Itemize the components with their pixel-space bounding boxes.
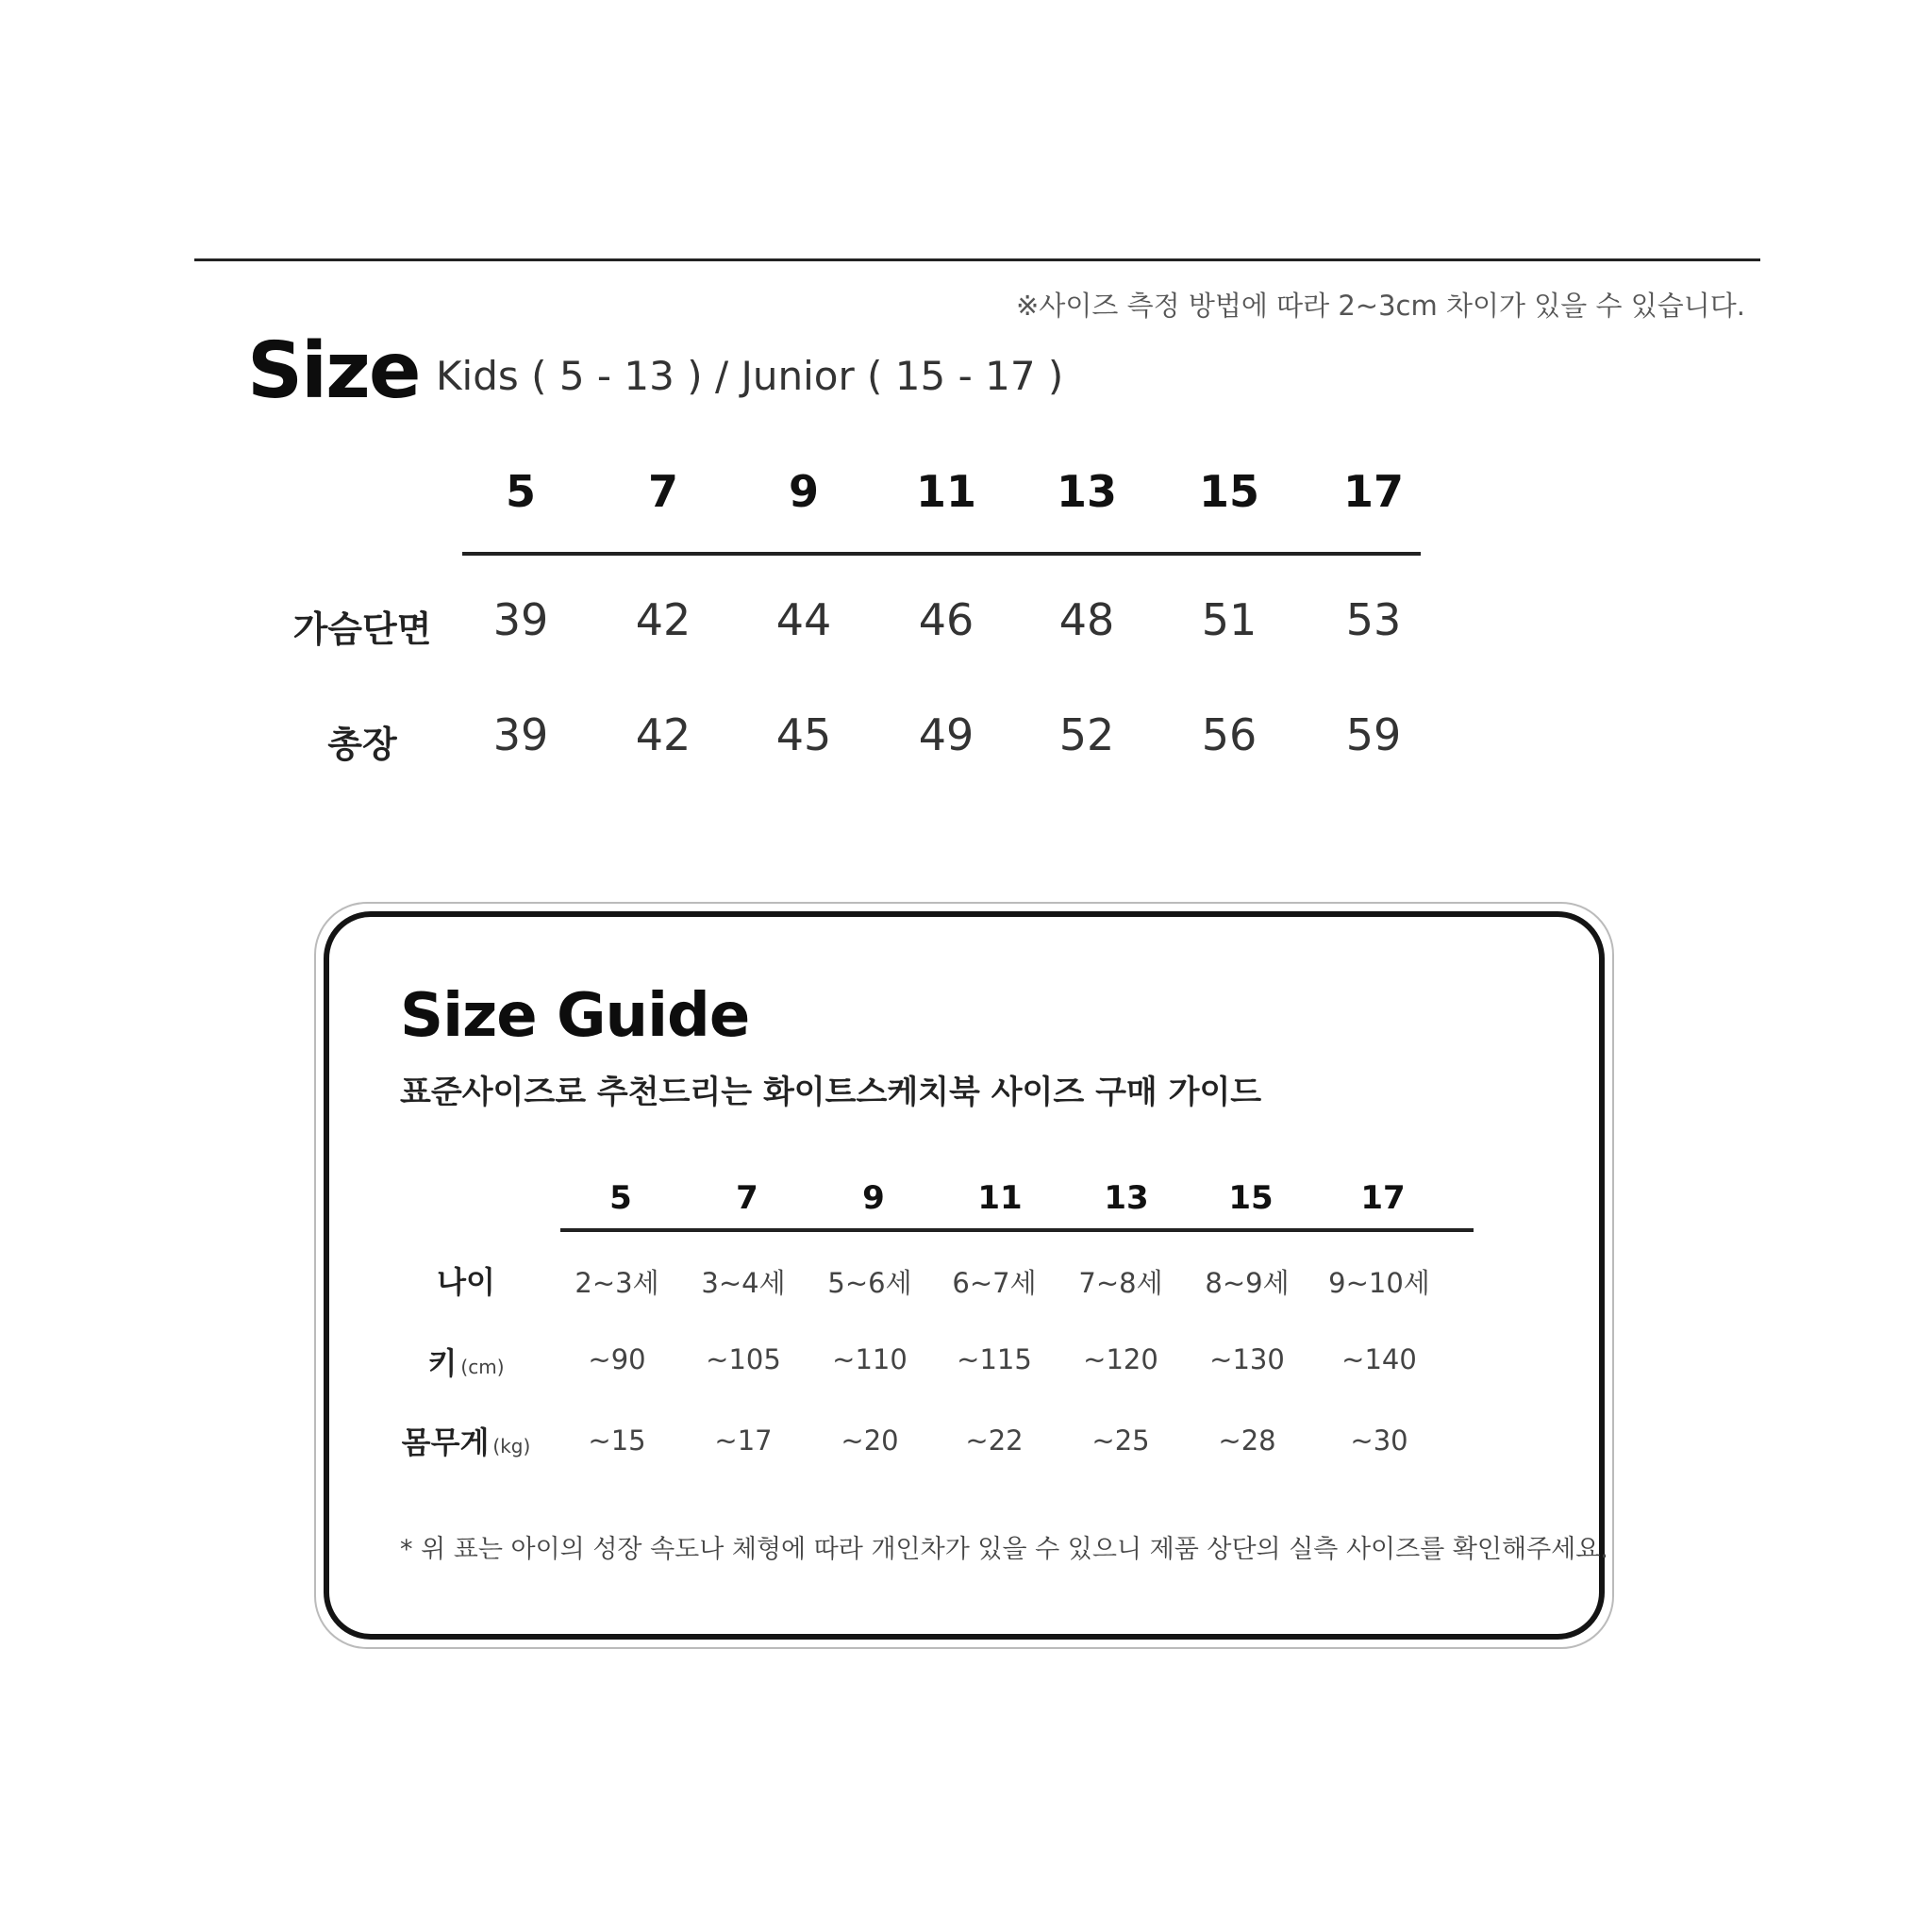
- table-cell: 3~4세: [701, 1267, 786, 1299]
- table-cell: 9~10세: [1328, 1267, 1430, 1299]
- table-cell: ~90: [588, 1343, 646, 1375]
- table-cell: ~30: [1350, 1424, 1408, 1457]
- table-cell: ~28: [1218, 1424, 1276, 1457]
- row-unit: (cm): [460, 1356, 505, 1378]
- table-cell: 49: [918, 709, 974, 760]
- size-guide-subtitle: 표준사이즈로 추천드리는 화이트스케치북 사이즈 구매 가이드: [400, 1074, 1262, 1111]
- table-cell: 42: [635, 709, 691, 760]
- table-cell: 46: [918, 594, 974, 645]
- table-cell: 7~8세: [1078, 1267, 1163, 1299]
- row-label: 총장: [327, 724, 397, 765]
- table-cell: 39: [492, 709, 549, 760]
- table-cell: 2~3세: [575, 1267, 659, 1299]
- table-cell: 44: [775, 594, 832, 645]
- size-header: 5: [505, 466, 536, 517]
- guide-size-header: 7: [736, 1179, 758, 1217]
- row-label-text: 몸무게: [401, 1424, 490, 1460]
- size-header: 15: [1198, 466, 1259, 517]
- table-cell: ~105: [706, 1343, 781, 1375]
- table-cell: ~130: [1209, 1343, 1285, 1375]
- guide-size-header: 9: [862, 1179, 885, 1217]
- table-cell: ~120: [1083, 1343, 1158, 1375]
- guide-size-header: 5: [609, 1179, 632, 1217]
- size-chart-table: [0, 0, 1932, 849]
- table-cell: 59: [1345, 709, 1402, 760]
- table-cell: 42: [635, 594, 691, 645]
- table-cell: 48: [1058, 594, 1115, 645]
- table-cell: ~25: [1091, 1424, 1150, 1457]
- guide-size-header: 13: [1104, 1179, 1149, 1217]
- table-cell: 8~9세: [1205, 1267, 1290, 1299]
- table-cell: ~22: [965, 1424, 1024, 1457]
- size-table-divider: [462, 552, 1421, 556]
- table-cell: 45: [775, 709, 832, 760]
- row-label-text: 키: [427, 1345, 458, 1381]
- size-header: 9: [788, 466, 819, 517]
- table-cell: 6~7세: [952, 1267, 1037, 1299]
- row-unit: (kg): [492, 1435, 531, 1457]
- size-guide-footnote: * 위 표는 아이의 성장 속도나 체형에 따라 개인차가 있을 수 있으니 제품 상단의 실측 사이즈를 확인해주세요.: [400, 1535, 1608, 1564]
- row-label: 가슴단면: [292, 608, 432, 650]
- row-label-text: 나이: [437, 1264, 495, 1300]
- table-cell: 39: [492, 594, 549, 645]
- size-header: 7: [647, 466, 678, 517]
- table-cell: 53: [1345, 594, 1402, 645]
- table-cell: 56: [1201, 709, 1257, 760]
- size-chart-subtitle: Kids ( 5 - 13 ) / Junior ( 15 - 17 ): [436, 353, 1064, 399]
- size-header: 11: [915, 466, 976, 517]
- size-header: 13: [1056, 466, 1117, 517]
- guide-size-header: 15: [1228, 1179, 1274, 1217]
- table-cell: ~17: [714, 1424, 773, 1457]
- table-cell: ~110: [832, 1343, 908, 1375]
- size-chart-title: Size: [247, 326, 420, 416]
- table-cell: 51: [1201, 594, 1257, 645]
- guide-size-header: 17: [1360, 1179, 1406, 1217]
- table-cell: ~140: [1341, 1343, 1417, 1375]
- guide-size-header: 11: [977, 1179, 1023, 1217]
- size-guide-title: Size Guide: [400, 981, 750, 1051]
- table-cell: 5~6세: [827, 1267, 912, 1299]
- table-cell: 52: [1058, 709, 1115, 760]
- measurement-note: ※사이즈 측정 방법에 따라 2~3cm 차이가 있을 수 있습니다.: [1016, 290, 1745, 322]
- table-cell: ~20: [841, 1424, 899, 1457]
- table-cell: ~15: [588, 1424, 646, 1457]
- size-header: 17: [1342, 466, 1404, 517]
- table-cell: ~115: [957, 1343, 1032, 1375]
